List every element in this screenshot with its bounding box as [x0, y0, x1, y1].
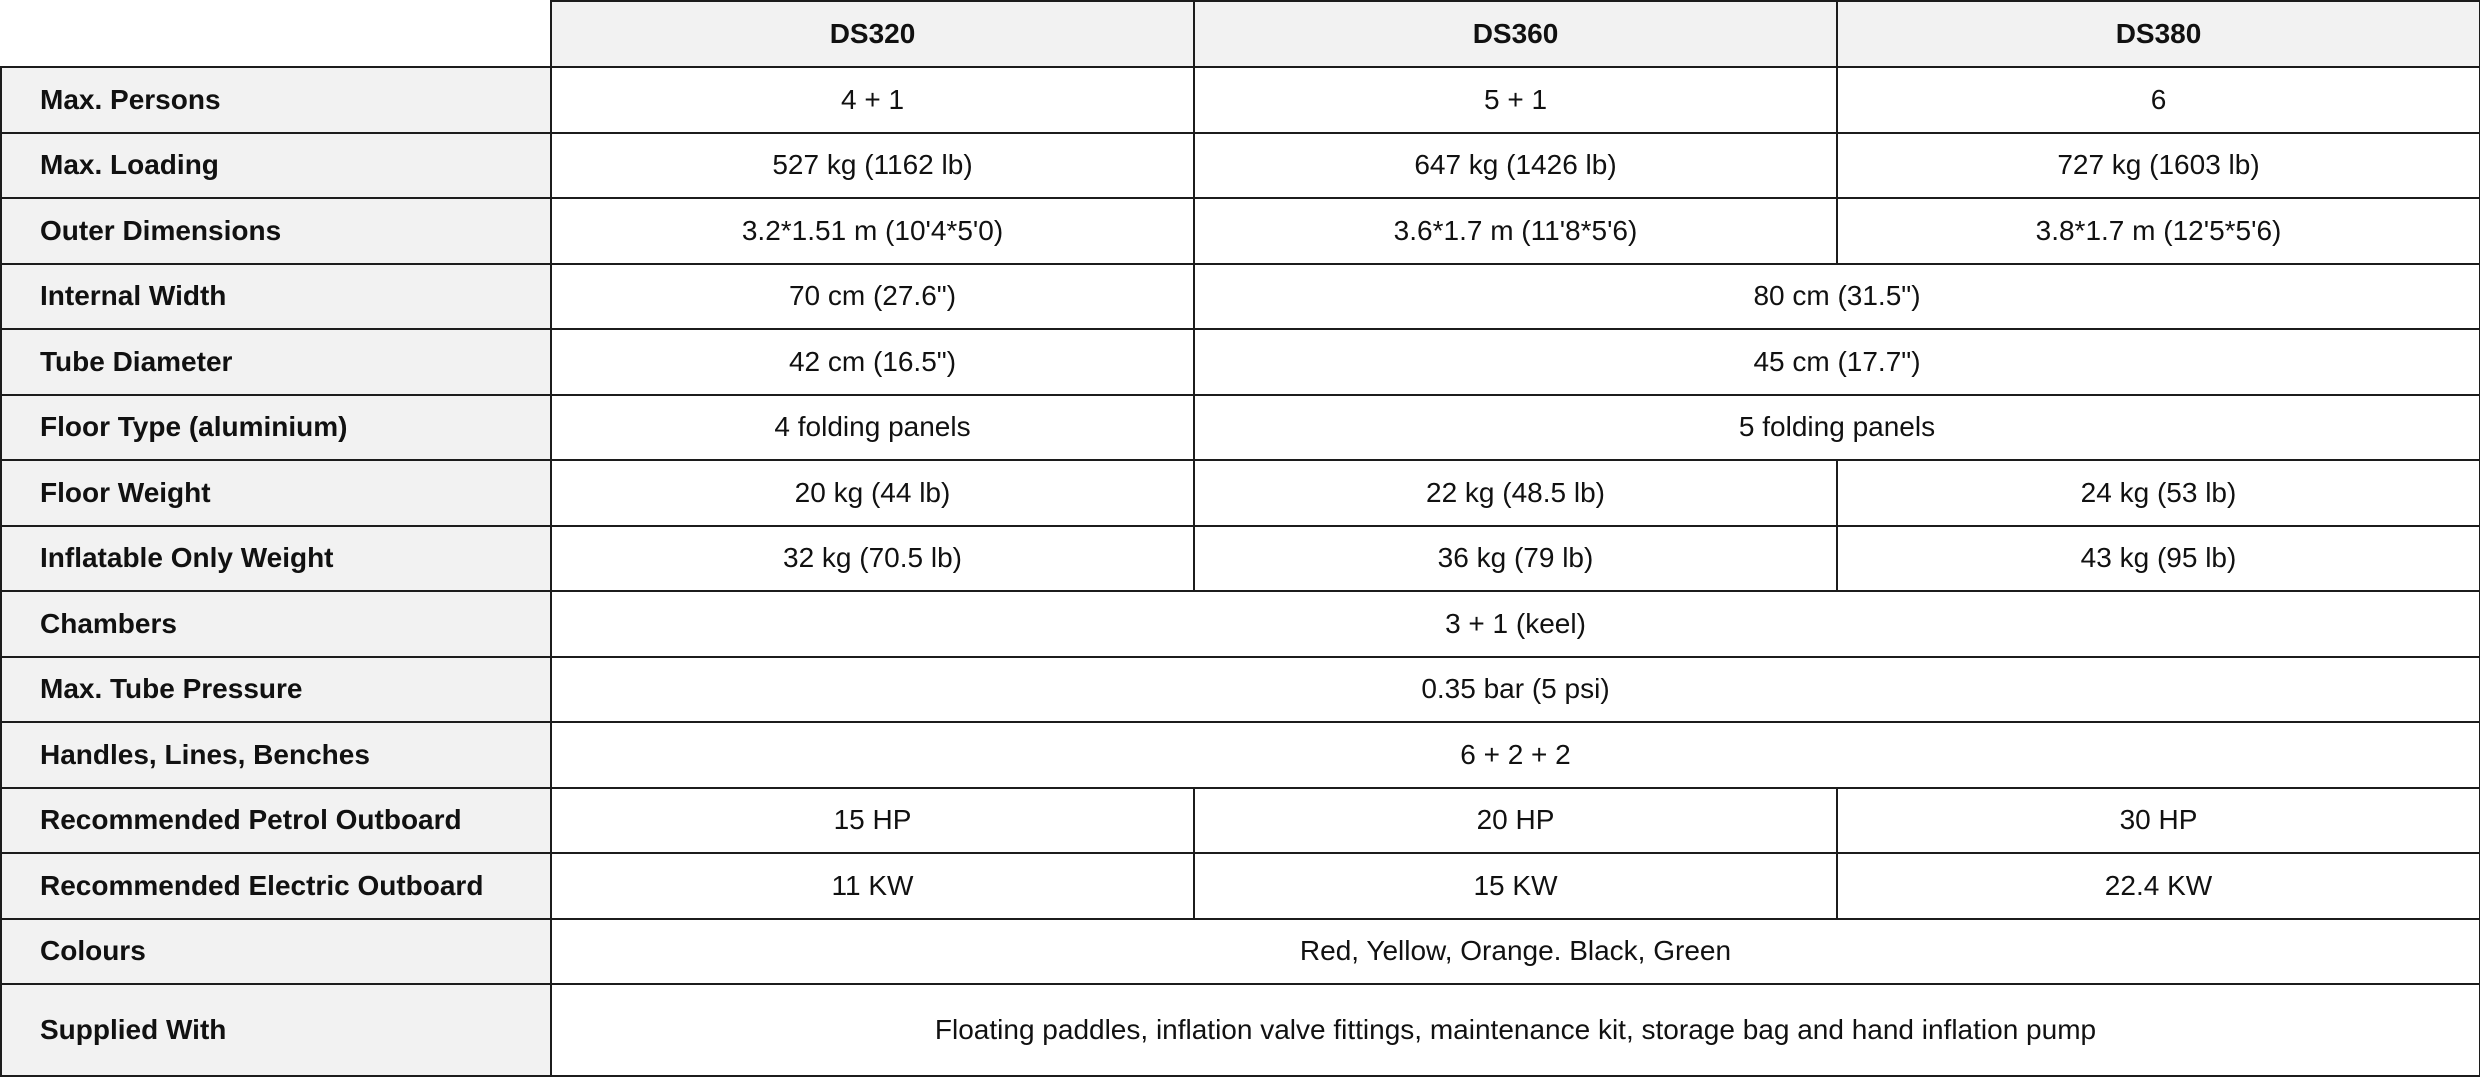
- row-label: Internal Width: [1, 264, 551, 330]
- row-label: Floor Weight: [1, 460, 551, 526]
- row-label: Recommended Petrol Outboard: [1, 788, 551, 854]
- model-header-ds360: DS360: [1194, 1, 1837, 67]
- spec-value-cell: 45 cm (17.7"): [1194, 329, 2480, 395]
- row-label: Colours: [1, 919, 551, 985]
- spec-value-cell: 6 + 2 + 2: [551, 722, 2480, 788]
- spec-value-cell: 24 kg (53 lb): [1837, 460, 2480, 526]
- corner-cell: [1, 1, 551, 67]
- spec-value-cell: 527 kg (1162 lb): [551, 133, 1194, 199]
- spec-value-cell: 15 HP: [551, 788, 1194, 854]
- spec-value-cell: 30 HP: [1837, 788, 2480, 854]
- spec-value-cell: 4 + 1: [551, 67, 1194, 133]
- table-row: [1, 526, 2480, 592]
- spec-value-cell: Floating paddles, inflation valve fittings, maintenance kit, storage bag and hand inflation pump: [551, 984, 2480, 1076]
- row-label: Inflatable Only Weight: [1, 526, 551, 592]
- row-label: Chambers: [1, 591, 551, 657]
- table-row: [1, 853, 2480, 919]
- table-row: [1, 591, 2480, 657]
- row-label: Floor Type (aluminium): [1, 395, 551, 461]
- spec-value-cell: 11 KW: [551, 853, 1194, 919]
- spec-value-cell: 3.8*1.7 m (12'5*5'6): [1837, 198, 2480, 264]
- table-row: [1, 460, 2480, 526]
- table-row: [1, 984, 2480, 1076]
- table-row: [1, 395, 2480, 461]
- row-label: Max. Persons: [1, 67, 551, 133]
- spec-value-cell: 3 + 1 (keel): [551, 591, 2480, 657]
- table-row: [1, 133, 2480, 199]
- table-row: [1, 198, 2480, 264]
- spec-value-cell: 43 kg (95 lb): [1837, 526, 2480, 592]
- spec-value-cell: 70 cm (27.6"): [551, 264, 1194, 330]
- row-label: Max. Loading: [1, 133, 551, 199]
- row-label: Outer Dimensions: [1, 198, 551, 264]
- spec-value-cell: 4 folding panels: [551, 395, 1194, 461]
- table-row: [1, 67, 2480, 133]
- model-header-ds380: DS380: [1837, 1, 2480, 67]
- table-row: [1, 722, 2480, 788]
- spec-body: [1, 67, 2480, 1076]
- spec-value-cell: 3.2*1.51 m (10'4*5'0): [551, 198, 1194, 264]
- spec-value-cell: 5 folding panels: [1194, 395, 2480, 461]
- model-header-ds320: DS320: [551, 1, 1194, 67]
- spec-value-cell: 0.35 bar (5 psi): [551, 657, 2480, 723]
- table-row: [1, 329, 2480, 395]
- spec-value-cell: 647 kg (1426 lb): [1194, 133, 1837, 199]
- row-label: Supplied With: [1, 984, 551, 1076]
- row-label: Tube Diameter: [1, 329, 551, 395]
- spec-value-cell: 80 cm (31.5"): [1194, 264, 2480, 330]
- table-row: [1, 264, 2480, 330]
- spec-value-cell: 22 kg (48.5 lb): [1194, 460, 1837, 526]
- spec-value-cell: 6: [1837, 67, 2480, 133]
- table-row: [1, 919, 2480, 985]
- spec-value-cell: Red, Yellow, Orange. Black, Green: [551, 919, 2480, 985]
- spec-value-cell: 727 kg (1603 lb): [1837, 133, 2480, 199]
- spec-value-cell: 3.6*1.7 m (11'8*5'6): [1194, 198, 1837, 264]
- spec-value-cell: 5 + 1: [1194, 67, 1837, 133]
- row-label: Recommended Electric Outboard: [1, 853, 551, 919]
- spec-value-cell: 22.4 KW: [1837, 853, 2480, 919]
- spec-value-cell: 15 KW: [1194, 853, 1837, 919]
- header-row: [1, 1, 2480, 67]
- spec-value-cell: 20 kg (44 lb): [551, 460, 1194, 526]
- spec-value-cell: 20 HP: [1194, 788, 1837, 854]
- row-label: Max. Tube Pressure: [1, 657, 551, 723]
- table-row: [1, 788, 2480, 854]
- row-label: Handles, Lines, Benches: [1, 722, 551, 788]
- table-row: [1, 657, 2480, 723]
- spec-value-cell: 32 kg (70.5 lb): [551, 526, 1194, 592]
- spec-value-cell: 42 cm (16.5"): [551, 329, 1194, 395]
- spec-value-cell: 36 kg (79 lb): [1194, 526, 1837, 592]
